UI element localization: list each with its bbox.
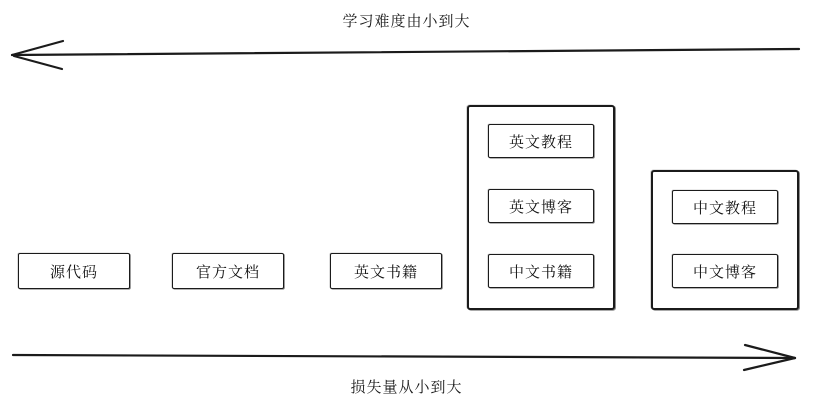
node-english-books-label: 英文书籍 <box>353 262 418 281</box>
node-source-code-label: 源代码 <box>49 262 98 281</box>
node-chinese-blog[interactable] <box>672 254 778 288</box>
node-official-docs-label: 官方文档 <box>195 262 260 281</box>
node-chinese-tutorial-label: 中文教程 <box>692 198 757 217</box>
node-chinese-tutorial[interactable] <box>672 190 778 224</box>
node-english-blog-label: 英文博客 <box>508 197 573 216</box>
node-english-blog[interactable] <box>488 189 594 223</box>
difficulty-arrow <box>12 41 799 69</box>
node-official-docs[interactable] <box>172 253 284 289</box>
loss-arrow <box>13 345 795 370</box>
node-english-books[interactable] <box>330 253 442 289</box>
node-english-tutorial[interactable] <box>488 124 594 158</box>
bottom-caption-label: 损失量从小到大 <box>350 378 463 396</box>
node-source-code[interactable] <box>18 253 130 289</box>
top-caption-label: 学习难度由小到大 <box>342 12 471 30</box>
node-chinese-blog-label: 中文博客 <box>692 262 757 281</box>
node-chinese-books[interactable] <box>488 254 594 288</box>
node-chinese-books-label: 中文书籍 <box>508 262 573 281</box>
node-english-tutorial-label: 英文教程 <box>508 132 573 151</box>
